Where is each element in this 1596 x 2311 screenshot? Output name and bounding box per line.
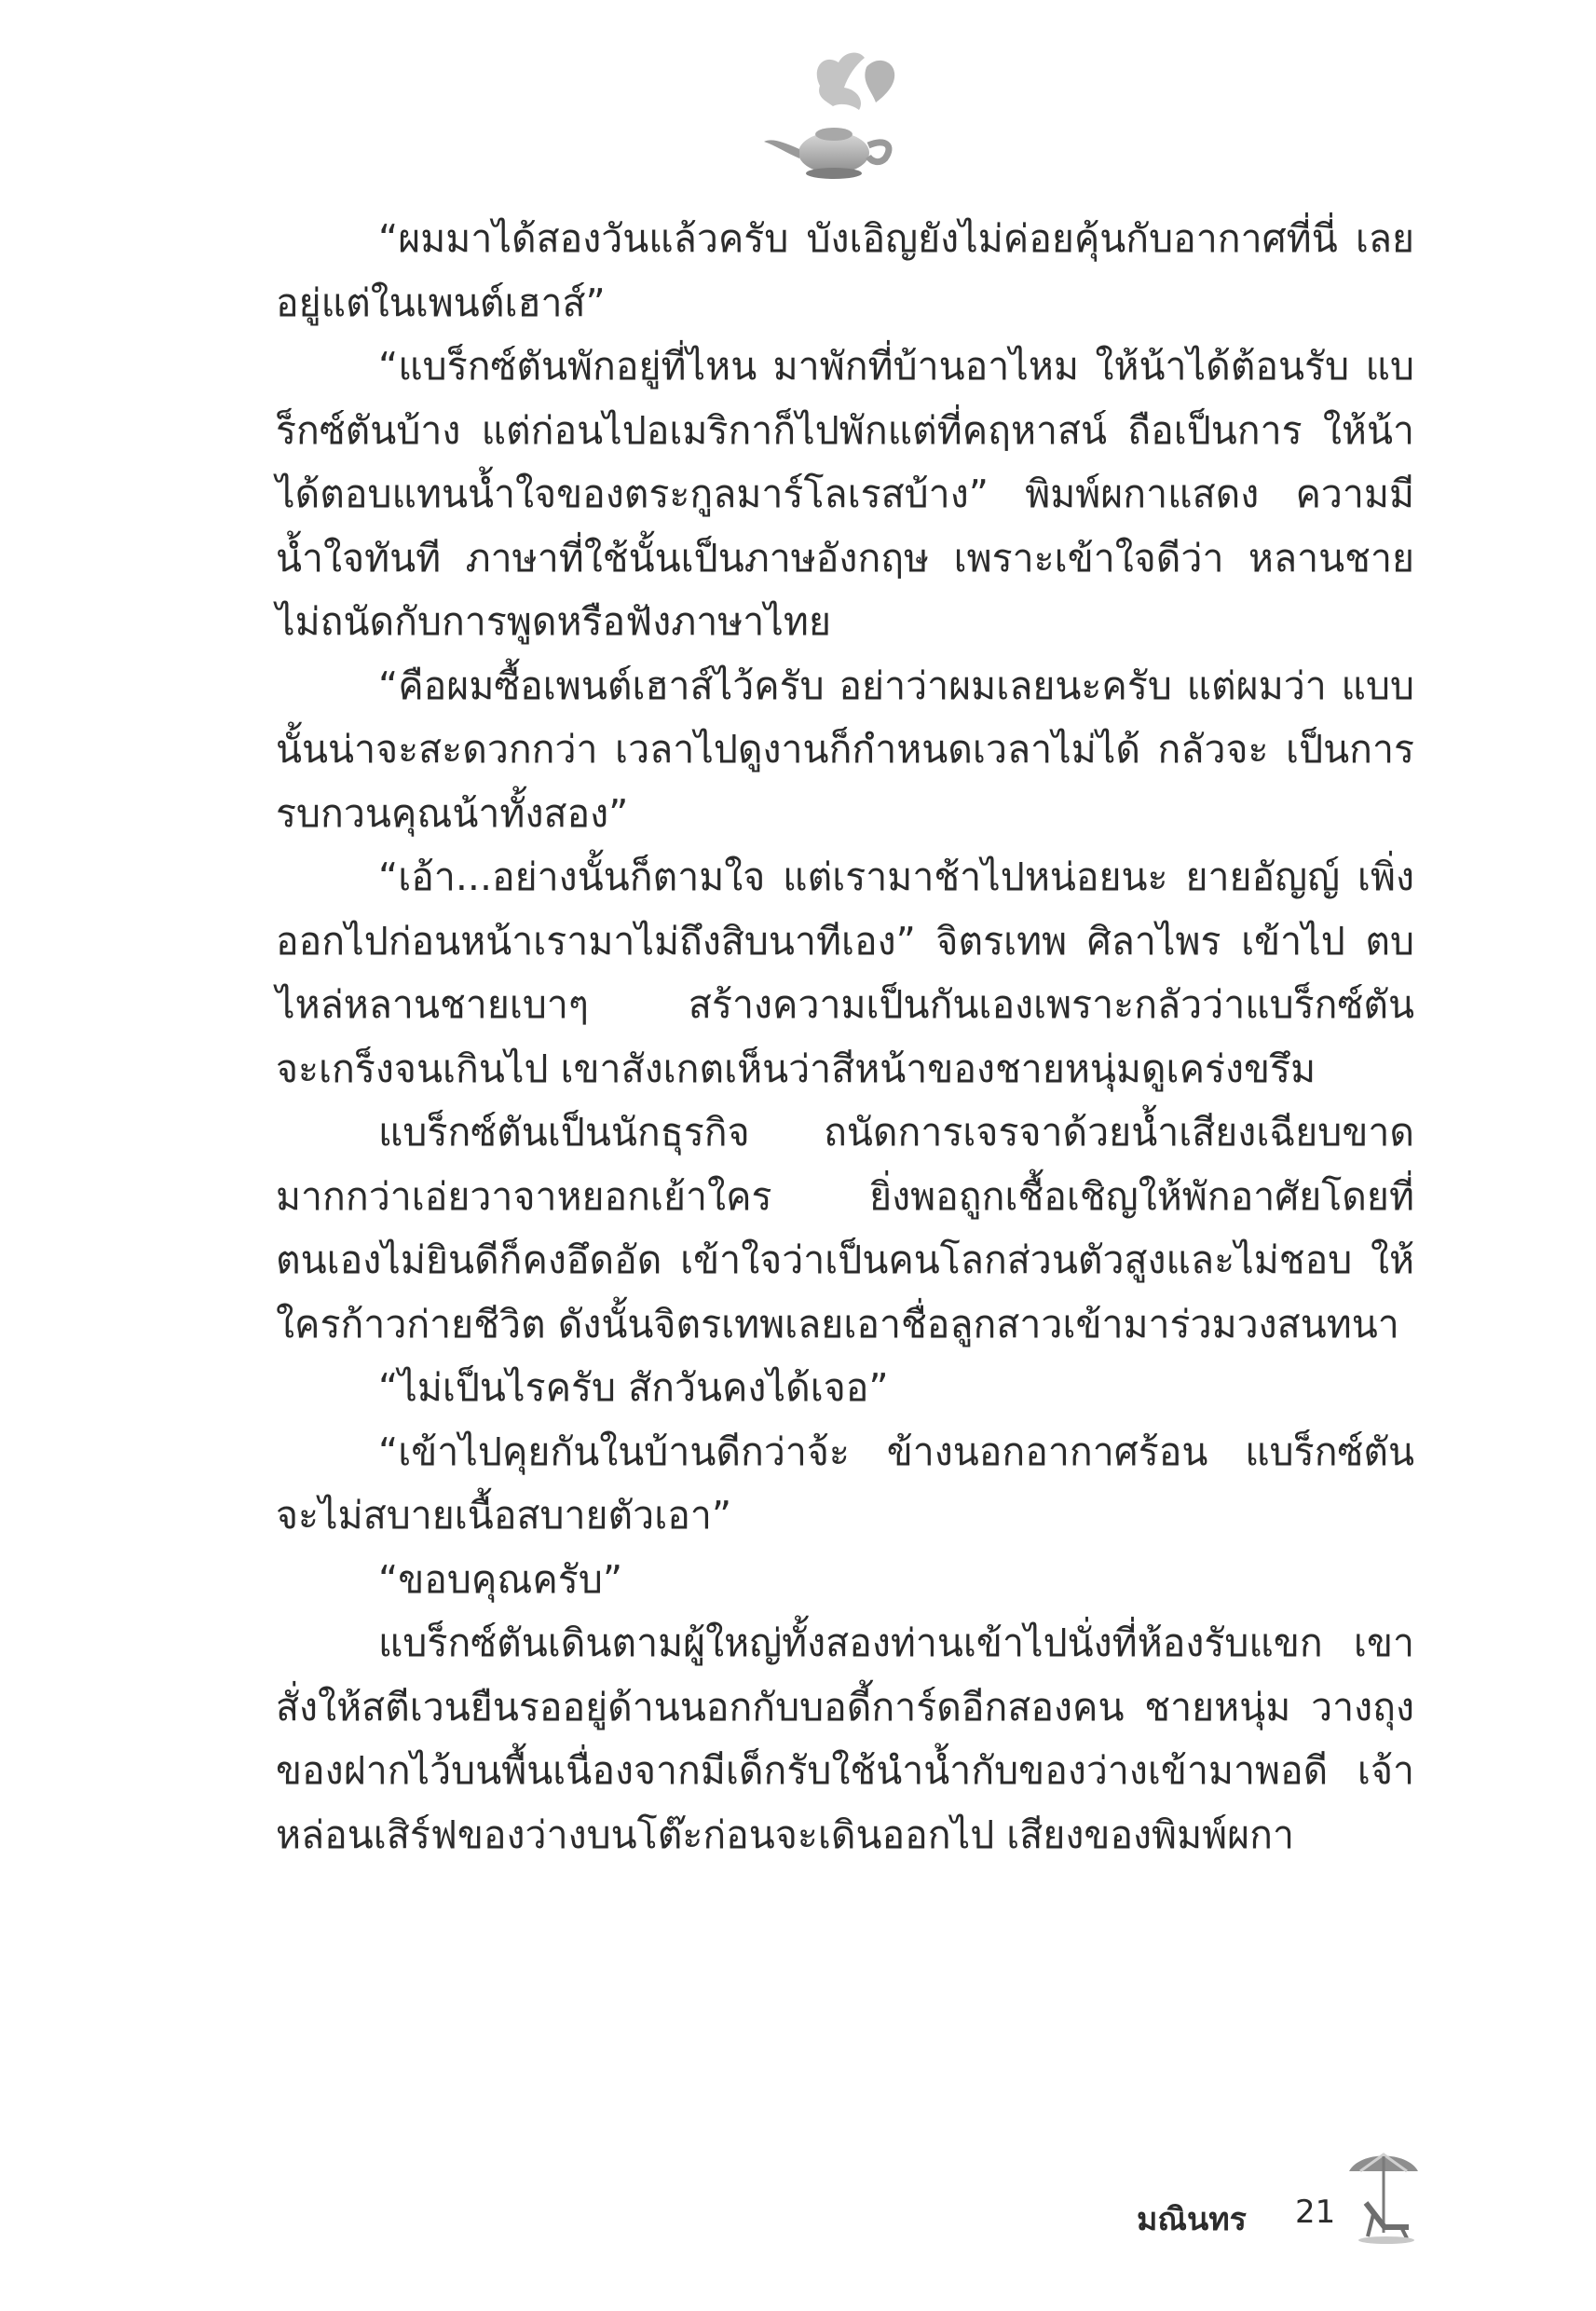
genie-lamp-icon <box>755 48 913 188</box>
beach-umbrella-chair-icon <box>1342 2143 1425 2246</box>
paragraph: แบร็กซ์ตันเดินตามผู้ใหญ่ทั้งสองท่านเข้าไปนั่งที่ห้องรับแขก เขาสั่งให้สตีเวนยืนรออยู่ด้านนอกกับบอดี้การ์ดอีกสองคน ชายหนุ่ม วางถุงของฝากไว้บนพื้นเนื่องจากมีเด็กรับใช้นำน้ำกับของว่างเข้ามาพอดี เจ้าหล่อนเสิร์ฟของว่างบนโต๊ะก่อนจะเดินออกไป เสียงของพิมพ์ผกา <box>276 1620 1414 1857</box>
paragraph: “ผมมาได้สองวันแล้วครับ บังเอิญยังไม่ค่อยคุ้นกับอากาศที่นี่ เลยอยู่แต่ในเพนต์เฮาส์” <box>276 216 1414 325</box>
page-number: 21 <box>1295 2194 1336 2231</box>
body-text <box>276 207 1414 1867</box>
paragraph: “ขอบคุณครับ” <box>378 1556 623 1602</box>
paragraph: “เอ้า...อย่างนั้นก็ตามใจ แต่เรามาช้าไปหน่อยนะ ยายอัญญ์ เพิ่งออกไปก่อนหน้าเรามาไม่ถึงสิบนาทีเอง” จิตรเทพ ศิลาไพร เข้าไป ตบไหล่หลานชายเบาๆ สร้างความเป็นกันเองเพราะกลัวว่าแบร็กซ์ตัน จะเกร็งจนเกินไป เขาสังเกตเห็นว่าสีหน้าของชายหนุ่มดูเคร่งขรึม <box>276 855 1414 1091</box>
paragraph: “แบร็กซ์ตันพักอยู่ที่ไหน มาพักที่บ้านอาไหม ให้น้าได้ต้อนรับ แบร็กซ์ตันบ้าง แต่ก่อนไปอเมริกาก็ไปพักแต่ที่คฤหาสน์ ถือเป็นการ ให้น้าได้ตอบแทนน้ำใจของตระกูลมาร์โลเรสบ้าง” พิมพ์ผกาแสดง ความมีน้ำใจทันที ภาษาที่ใช้นั้นเป็นภาษอังกฤษ เพราะเข้าใจดีว่า หลานชายไม่ถนัดกับการพูดหรือฟังภาษาไทย <box>276 344 1414 644</box>
paragraph: “เข้าไปคุยกันในบ้านดีกว่าจ้ะ ข้างนอกอากาศร้อน แบร็กซ์ตัน จะไม่สบายเนื้อสบายตัวเอา” <box>276 1429 1414 1538</box>
author-name: มณินทร <box>1137 2201 1247 2238</box>
paragraph: “ไม่เป็นไรครับ สักวันคงได้เจอ” <box>378 1365 889 1410</box>
paragraph: แบร็กซ์ตันเป็นนักธุรกิจ ถนัดการเจรจาด้วยน้ำเสียงเฉียบขาด มากกว่าเอ่ยวาจาหยอกเย้าใคร ยิ่งพอถูกเชื้อเชิญให้พักอาศัยโดยที่ ตนเองไม่ยินดีก็คงอึดอัด เข้าใจว่าเป็นคนโลกส่วนตัวสูงและไม่ชอบ ให้ใครก้าวก่ายชีวิต ดังนั้นจิตรเทพเลยเอาชื่อลูกสาวเข้ามาร่วมวงสนทนา <box>276 1110 1414 1347</box>
paragraph: “คือผมซื้อเพนต์เฮาส์ไว้ครับ อย่าว่าผมเลยนะครับ แต่ผมว่า แบบนั้นน่าจะสะดวกกว่า เวลาไปดูงานก็กำหนดเวลาไม่ได้ กลัวจะ เป็นการรบกวนคุณน้าทั้งสอง” <box>276 663 1414 836</box>
